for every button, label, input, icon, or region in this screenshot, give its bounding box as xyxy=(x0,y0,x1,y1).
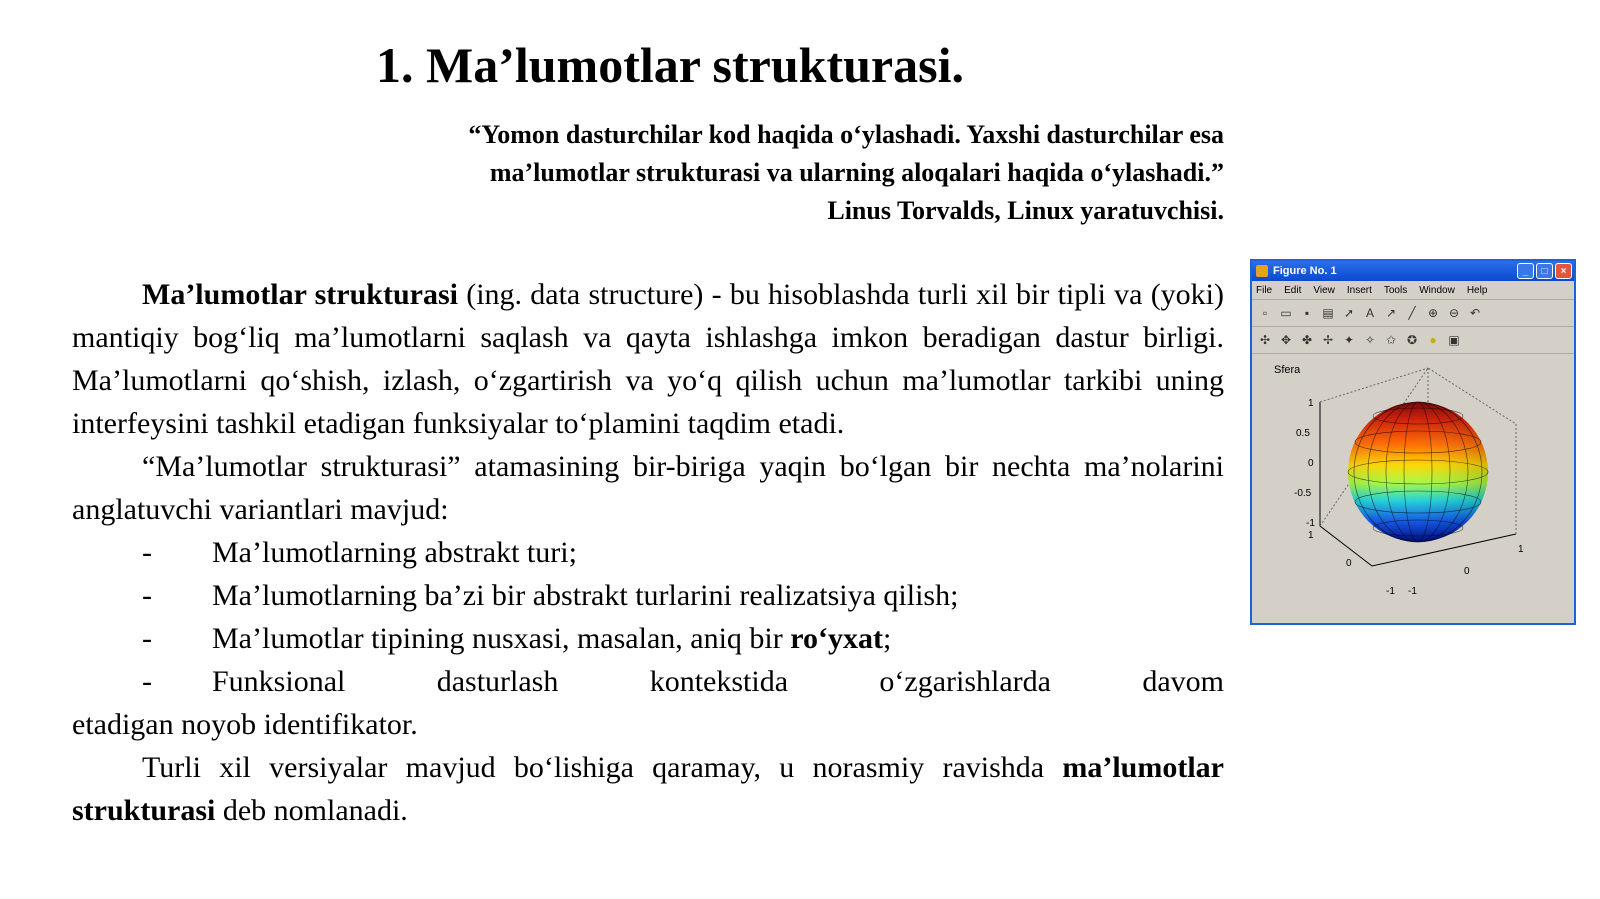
camera-dolly-icon[interactable]: ✤ xyxy=(1301,333,1313,347)
camera-light-icon[interactable]: ✢ xyxy=(1322,333,1334,347)
menu-edit[interactable]: Edit xyxy=(1284,284,1302,296)
camera-walk-icon[interactable]: ✩ xyxy=(1385,333,1397,347)
y-tick: 1 xyxy=(1518,544,1524,555)
list-dash: - xyxy=(142,665,152,698)
sphere-surface xyxy=(1348,402,1488,542)
open-folder-icon[interactable]: ▭ xyxy=(1280,306,1292,320)
figure-window-title: Figure No. 1 xyxy=(1273,265,1337,277)
camera-roll-icon[interactable]: ✦ xyxy=(1343,333,1355,347)
close-button[interactable]: × xyxy=(1555,263,1572,279)
term-bold: ro‘yxat xyxy=(790,622,883,655)
zoom-in-icon[interactable]: ⊕ xyxy=(1427,306,1439,320)
quote-line-1: “Yomon dasturchilar kod haqida o‘ylashadi. Yaxshi dasturchilar esa xyxy=(468,120,1224,149)
new-file-icon[interactable]: ▫ xyxy=(1262,306,1268,320)
rotate-icon[interactable]: ↶ xyxy=(1469,306,1481,320)
camera-orbit-icon[interactable]: ✣ xyxy=(1259,333,1271,347)
x-tick: 0 xyxy=(1346,558,1352,569)
list-item-continuation: etadigan noyob identifikator. xyxy=(72,708,418,741)
paragraph-variants-intro: “Ma’lumotlar strukturasi” atamasining bir-biriga yaqin bo‘lgan bir nechta ma’nolarini anglatuvchi variantlari mavjud: xyxy=(72,450,1224,526)
list-item-text: Ma’lumotlar tipining nusxasi, masalan, aniq bir ro‘yxat; xyxy=(212,622,892,655)
list-item-text: Ma’lumotlarning ba’zi bir abstrakt turlarini realizatsiya qilish; xyxy=(212,579,959,612)
list-item xyxy=(72,574,1224,617)
list-item xyxy=(72,660,1224,703)
lightbulb-icon[interactable]: ● xyxy=(1429,333,1437,347)
plot-title: Sfera xyxy=(1274,364,1301,376)
menu-file[interactable]: File xyxy=(1256,284,1273,296)
term-bold: ma’lumotlar strukturasi xyxy=(72,751,1224,827)
y-tick: -1 xyxy=(1408,586,1417,597)
sphere-plot xyxy=(1252,354,1574,626)
list-dash: - xyxy=(142,579,152,612)
figure-toolbar-1 xyxy=(1252,300,1574,327)
main-text xyxy=(72,273,1224,832)
arrow-tool-icon[interactable]: ↗ xyxy=(1385,306,1397,320)
list-item xyxy=(72,617,1224,660)
epigraph-quote xyxy=(140,116,1224,230)
z-tick: -0.5 xyxy=(1294,488,1312,499)
page-title: 1. Ma’lumotlar strukturasi. xyxy=(376,37,964,93)
figure-menubar xyxy=(1252,281,1574,300)
menu-tools[interactable]: Tools xyxy=(1383,284,1408,296)
plot-area xyxy=(1252,354,1574,626)
window-icon[interactable]: ▣ xyxy=(1448,333,1460,347)
matlab-icon xyxy=(1256,265,1268,277)
z-tick: 0 xyxy=(1308,458,1314,469)
print-icon[interactable]: ▤ xyxy=(1322,306,1334,320)
list-item-text: Ma’lumotlarning abstrakt turi; xyxy=(212,536,577,569)
z-tick: 0.5 xyxy=(1296,428,1310,439)
z-tick: -1 xyxy=(1306,518,1315,529)
list-item xyxy=(72,531,1224,574)
quote-author: Linus Torvalds, Linux yaratuvchisi. xyxy=(827,196,1224,225)
line-tool-icon[interactable]: ╱ xyxy=(1408,306,1416,320)
list-item-text: Funksional dasturlash kontekstida o‘zgarishlarda davom xyxy=(212,665,1224,698)
term-bold: Ma’lumotlar strukturasi xyxy=(142,278,458,311)
quote-line-2: ma’lumotlar strukturasi va ularning aloqalari haqida o‘ylashadi.” xyxy=(489,158,1224,187)
figure-toolbar-2 xyxy=(1252,327,1574,354)
list-dash: - xyxy=(142,622,152,655)
matlab-figure-window xyxy=(1250,259,1576,625)
menu-insert[interactable]: Insert xyxy=(1346,284,1372,296)
x-tick: 1 xyxy=(1308,530,1314,541)
y-tick: 0 xyxy=(1464,566,1470,577)
menu-window[interactable]: Window xyxy=(1419,284,1455,296)
zoom-out-icon[interactable]: ⊖ xyxy=(1448,306,1460,320)
camera-pan-icon[interactable]: ✥ xyxy=(1280,333,1292,347)
camera-zoom-icon[interactable]: ✧ xyxy=(1364,333,1376,347)
text-tool-icon[interactable]: A xyxy=(1365,306,1374,320)
x-tick: -1 xyxy=(1386,586,1395,597)
maximize-button[interactable]: □ xyxy=(1536,263,1553,279)
save-icon[interactable]: ▪ xyxy=(1304,306,1310,320)
menu-help[interactable]: Help xyxy=(1466,284,1488,296)
camera-reset-icon[interactable]: ✪ xyxy=(1406,333,1418,347)
list-dash: - xyxy=(142,536,152,569)
pointer-icon[interactable]: ➚ xyxy=(1343,306,1355,320)
z-tick: 1 xyxy=(1308,398,1314,409)
paragraph-conclusion: Turli xil versiyalar mavjud bo‘lishiga qaramay, u norasmiy ravishda ma’lumotlar strukturasi deb nomlanadi. xyxy=(72,751,1224,827)
minimize-button[interactable]: _ xyxy=(1517,263,1534,279)
paragraph-definition: Ma’lumotlar strukturasi (ing. data structure) - bu hisoblashda turli xil bir tipli va (yoki) mantiqiy bog‘liq ma’lumotlarni saqlash va qayta ishlashga imkon beradigan dastur birligi. Ma’lumotlarni qo‘shish, izlash, o‘zgartirish va yo‘q qilish uchun ma’lumotlar tarkibi uning interfeysini tashkil etadigan funksiyalar to‘plamini taqdim etadi. xyxy=(72,278,1225,440)
figure-titlebar[interactable] xyxy=(1252,261,1574,281)
menu-view[interactable]: View xyxy=(1313,284,1335,296)
